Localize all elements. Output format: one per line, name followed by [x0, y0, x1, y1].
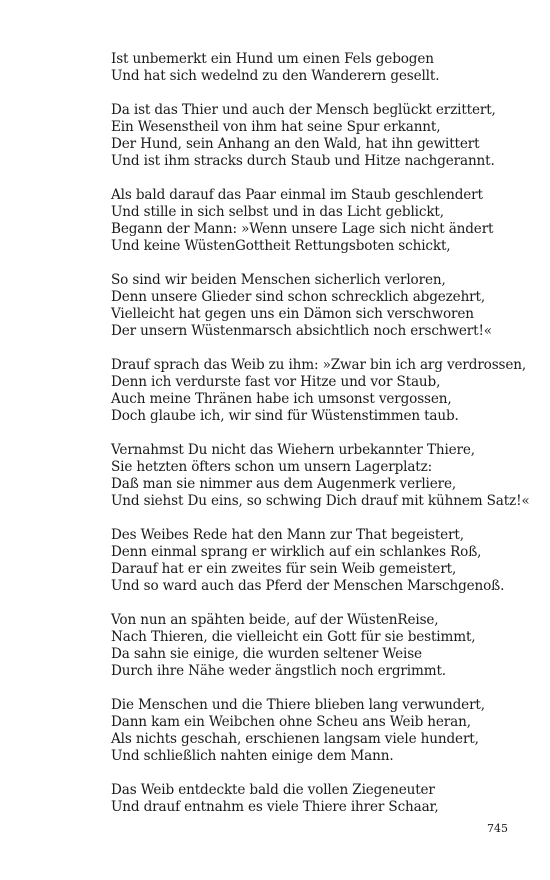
poem-line: Begann der Mann: »Wenn unsere Lage sich nicht ändert — [111, 221, 494, 237]
stanza-7 — [111, 527, 541, 595]
poem-line: Durch ihre Nähe weder ängstlich noch ergrimmt. — [111, 663, 446, 679]
poem-line: Und drauf entnahm es viele Thiere ihrer Schaar, — [111, 799, 439, 815]
poem-line: Als bald darauf das Paar einmal im Staub geschlendert — [111, 187, 483, 203]
poem-line: Und keine WüstenGottheit Rettungsboten schickt, — [111, 238, 451, 254]
poem-line: Denn ich verdurste fast vor Hitze und vor Staub, — [111, 374, 441, 390]
poem-line: Des Weibes Rede hat den Mann zur That begeistert, — [111, 527, 464, 543]
poem-line: Die Menschen und die Thiere blieben lang verwundert, — [111, 697, 485, 713]
poem-line: Auch meine Thränen habe ich umsonst vergossen, — [111, 391, 452, 407]
poem-line: Daß man sie nimmer aus dem Augenmerk verliere, — [111, 476, 457, 492]
poem-line: Als nichts geschah, erschienen langsam viele hundert, — [111, 731, 479, 747]
poem-line: Der unsern Wüstenmarsch absichtlich noch erschwert!« — [111, 323, 492, 339]
poem-body — [111, 51, 541, 833]
poem-line: Doch glaube ich, wir sind für Wüstenstimmen taub. — [111, 408, 459, 424]
page-number: 745 — [487, 822, 508, 835]
poem-line: Von nun an spähten beide, auf der WüstenReise, — [111, 612, 439, 628]
stanza-8 — [111, 612, 541, 680]
stanza-1 — [111, 51, 541, 85]
poem-line: So sind wir beiden Menschen sicherlich verloren, — [111, 272, 446, 288]
poem-line: Da ist das Thier und auch der Mensch beglückt erzittert, — [111, 102, 496, 118]
poem-line: Ein Wesenstheil von ihm hat seine Spur erkannt, — [111, 119, 441, 135]
stanza-3 — [111, 187, 541, 255]
poem-line: Der Hund, sein Anhang an den Wald, hat ihn gewittert — [111, 136, 480, 152]
poem-line: Nach Thieren, die vielleicht ein Gott für sie bestimmt, — [111, 629, 476, 645]
poem-line: Und schließlich nahten einige dem Mann. — [111, 748, 394, 764]
poem-line: Da sahn sie einige, die wurden seltener Weise — [111, 646, 422, 662]
poem-line: Und ist ihm stracks durch Staub und Hitze nachgerannt. — [111, 153, 495, 169]
poem-line: Und hat sich wedelnd zu den Wanderern gesellt. — [111, 68, 440, 84]
poem-line: Vielleicht hat gegen uns ein Dämon sich verschworen — [111, 306, 474, 322]
poem-line: Denn einmal sprang er wirklich auf ein schlankes Roß, — [111, 544, 482, 560]
poem-line: Das Weib entdeckte bald die vollen Ziegeneuter — [111, 782, 435, 798]
poem-line: Denn unsere Glieder sind schon schrecklich abgezehrt, — [111, 289, 486, 305]
poem-line: Darauf hat er ein zweites für sein Weib gemeistert, — [111, 561, 457, 577]
stanza-2 — [111, 102, 541, 170]
stanza-6 — [111, 442, 541, 510]
poem-line: Drauf sprach das Weib zu ihm: »Zwar bin ich arg verdrossen, — [111, 357, 527, 373]
poem-line: Ist unbemerkt ein Hund um einen Fels gebogen — [111, 51, 434, 67]
poem-line: Sie hetzten öfters schon um unsern Lagerplatz: — [111, 459, 433, 475]
poem-line: Und so ward auch das Pferd der Menschen Marschgenoß. — [111, 578, 505, 594]
stanza-5 — [111, 357, 541, 425]
stanza-9 — [111, 697, 541, 765]
stanza-10 — [111, 782, 541, 816]
poem-line: Und stille in sich selbst und in das Licht geblickt, — [111, 204, 444, 220]
stanza-4 — [111, 272, 541, 340]
poem-line: Und siehst Du eins, so schwing Dich drauf mit kühnem Satz!« — [111, 493, 530, 509]
poem-line: Vernahmst Du nicht das Wiehern urbekannter Thiere, — [111, 442, 475, 458]
poem-line: Dann kam ein Weibchen ohne Scheu ans Weib heran, — [111, 714, 471, 730]
